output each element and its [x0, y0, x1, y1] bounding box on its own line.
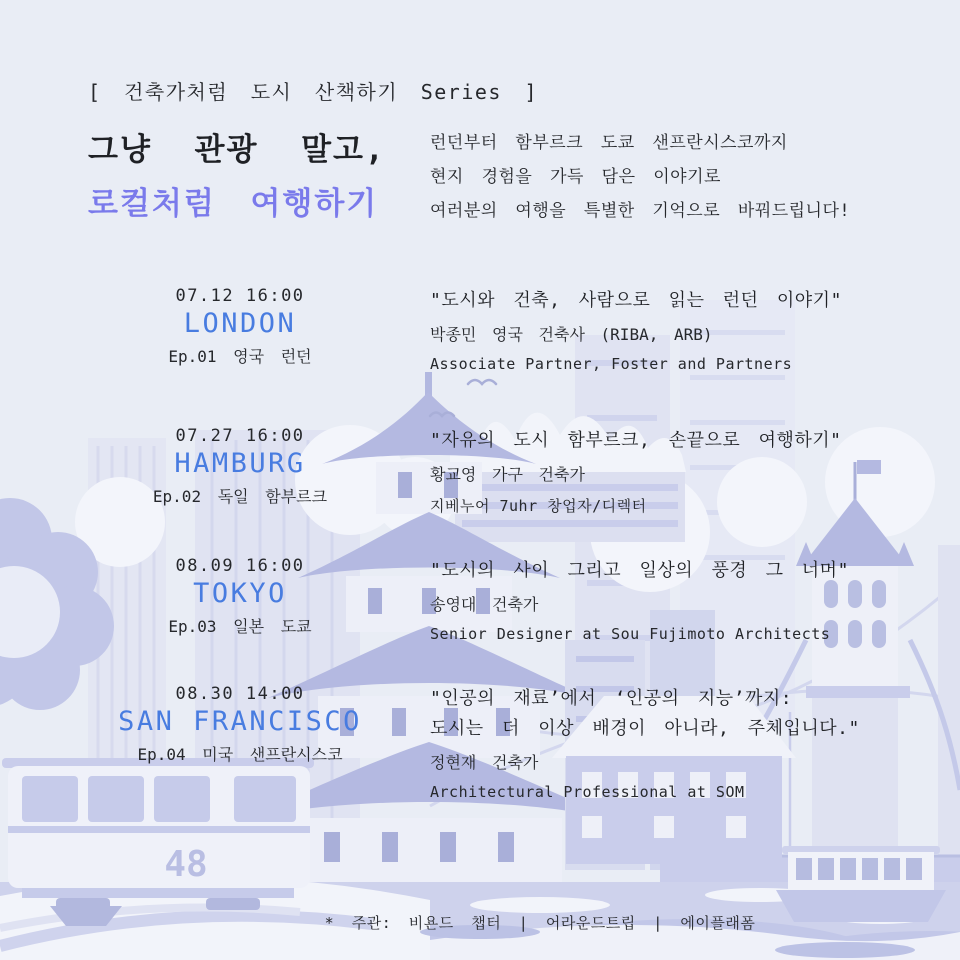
event-city: LONDON — [183, 308, 297, 339]
event-date: 08.30 14:00 — [175, 684, 305, 704]
event-city: TOKYO — [193, 578, 287, 609]
event-episode: Ep.02 독일 함부르크 — [152, 487, 328, 506]
event-details — [430, 684, 910, 801]
event-schedule — [70, 286, 410, 367]
organizers-footer: * 주관: 비욘드 챕터 | 어라운드트립 | 에이플래폼 — [324, 914, 756, 932]
speaker-role: 지베누어 7uhr 창업자/디렉터 — [430, 497, 647, 515]
talk-title-line1: "인공의 재료’에서 ‘인공의 지능’까지: — [430, 688, 793, 709]
speaker-role: Associate Partner, Foster and Partners — [430, 355, 793, 373]
event-schedule — [70, 556, 410, 637]
main-title-line2: 로컬처럼 여행하기 — [88, 186, 379, 222]
event-details — [430, 286, 910, 373]
event-episode: Ep.04 미국 샌프란시스코 — [137, 745, 343, 764]
intro-line: 여러분의 여행을 특별한 기억으로 바꿔드립니다! — [430, 201, 851, 221]
intro-line: 런던부터 함부르크 도쿄 샌프란시스코까지 — [430, 133, 788, 153]
event-episode: Ep.01 영국 런던 — [168, 347, 312, 366]
event-date: 07.12 16:00 — [175, 286, 305, 306]
intro-line: 현지 경험을 가득 담은 이야기로 — [430, 167, 721, 187]
event-city: SAN FRANCISCO — [118, 706, 362, 737]
main-title-line1: 그냥 관광 말고, — [88, 132, 386, 168]
talk-title-line2: 도시는 더 이상 배경이 아니라, 주체입니다." — [430, 718, 860, 739]
event-episode: Ep.03 일본 도쿄 — [168, 617, 312, 636]
speaker-role: Senior Designer at Sou Fujimoto Architects — [430, 625, 831, 643]
speaker-role: Architectural Professional at SOM — [430, 783, 745, 801]
intro-description — [430, 126, 850, 228]
event-schedule — [70, 426, 410, 507]
ferry-boat-icon — [776, 846, 946, 922]
event-details — [430, 426, 910, 516]
speaker-name: 황교영 가구 건축가 — [430, 465, 585, 484]
event-details — [430, 556, 910, 643]
speaker-name: 정현재 건축가 — [430, 753, 539, 772]
speaker-name: 송영대 건축가 — [430, 595, 539, 614]
talk-title: "도시와 건축, 사람으로 읽는 런던 이야기" — [430, 290, 842, 311]
series-tag: [ 건축가처럼 도시 산책하기 Series ] — [88, 80, 539, 104]
event-date: 08.09 16:00 — [175, 556, 305, 576]
talk-title: "자유의 도시 함부르크, 손끝으로 여행하기" — [430, 430, 842, 451]
tram-icon — [2, 758, 314, 910]
event-schedule — [70, 684, 410, 765]
tram-number: 48 — [164, 844, 208, 885]
event-city: HAMBURG — [174, 448, 306, 479]
talk-title: "도시의 사이 그리고 일상의 풍경 그 너머" — [430, 560, 849, 581]
speaker-name: 박종민 영국 건축사 (RIBA, ARB) — [430, 325, 713, 344]
event-date: 07.27 16:00 — [175, 426, 305, 446]
